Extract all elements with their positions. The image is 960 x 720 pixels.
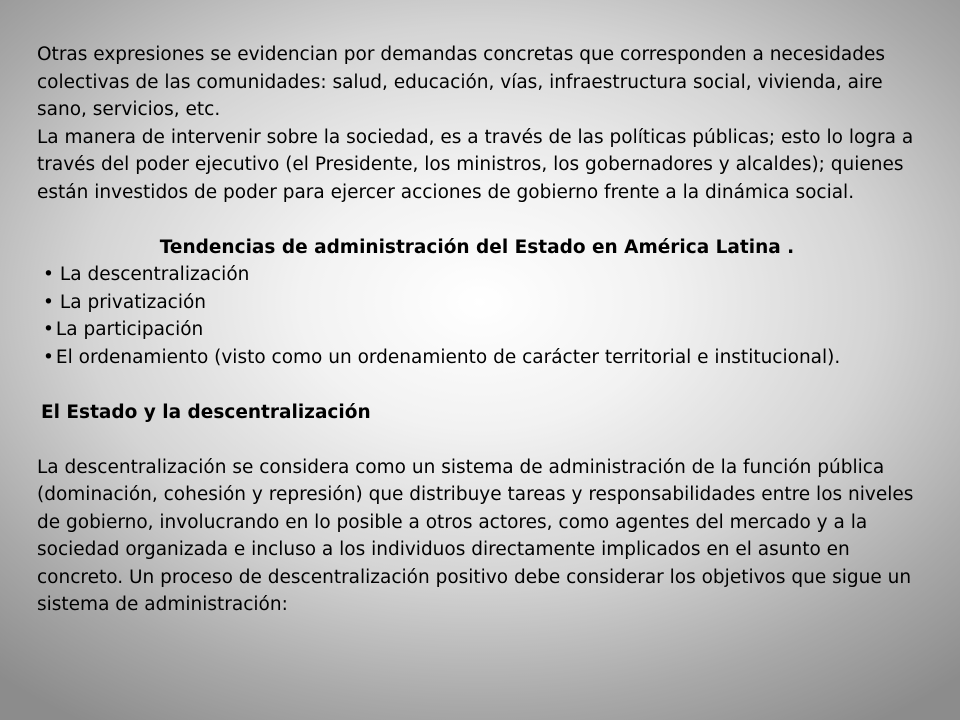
estado-heading: El Estado y la descentralización (41, 401, 371, 423)
list-item (37, 344, 917, 372)
spacer (37, 371, 917, 399)
list-item (37, 316, 917, 344)
list-item (37, 289, 917, 317)
list-item (37, 261, 917, 289)
bullet-icon: • (43, 319, 54, 340)
estado-body: La descentralización se considera como un sistema de administración de la función pública (dominación, cohesión y represión) que distribuye tareas y responsabilidades entre los niveles de gobierno, involucrando en lo posible a otros actores, como agentes del mercado y a la sociedad organizada e incluso a los individuos directamente implicados en el asunto en concreto. Un proceso de descentralización positivo debe considerar los objetivos que sigue un sistema de administración: (37, 456, 914, 615)
list-item-text: La privatización (59, 291, 207, 313)
list-item-text: El ordenamiento (visto como un ordenamiento de carácter territorial e institucional). (55, 346, 841, 368)
tendencias-list (37, 261, 917, 371)
list-item-text: La descentralización (59, 264, 250, 285)
intro-paragraph-1: Otras expresiones se evidencian por demandas concretas que corresponden a necesidades colectivas de las comunidades: salud, educación, vías, infraestructura social, vivienda, aire sano, servicios, etc. (37, 44, 885, 120)
bullet-icon: • (43, 291, 54, 313)
tendencias-heading: Tendencias de administración del Estado en América Latina . (159, 236, 795, 258)
intro-paragraph-2: La manera de intervenir sobre la sociedad, es a través de las políticas públicas; esto lo logra a través del poder ejecutivo (el Presidente, los ministros, los gobernadores y alcaldes); quienes están investidos de poder para ejercer acciones de gobierno frente a la dinámica social. (37, 126, 914, 203)
bullet-icon: • (43, 346, 54, 368)
slide-content (37, 41, 917, 619)
bullet-icon: • (43, 264, 54, 285)
list-item-text: La participación (55, 319, 204, 340)
spacer (37, 426, 917, 454)
spacer (37, 206, 917, 234)
